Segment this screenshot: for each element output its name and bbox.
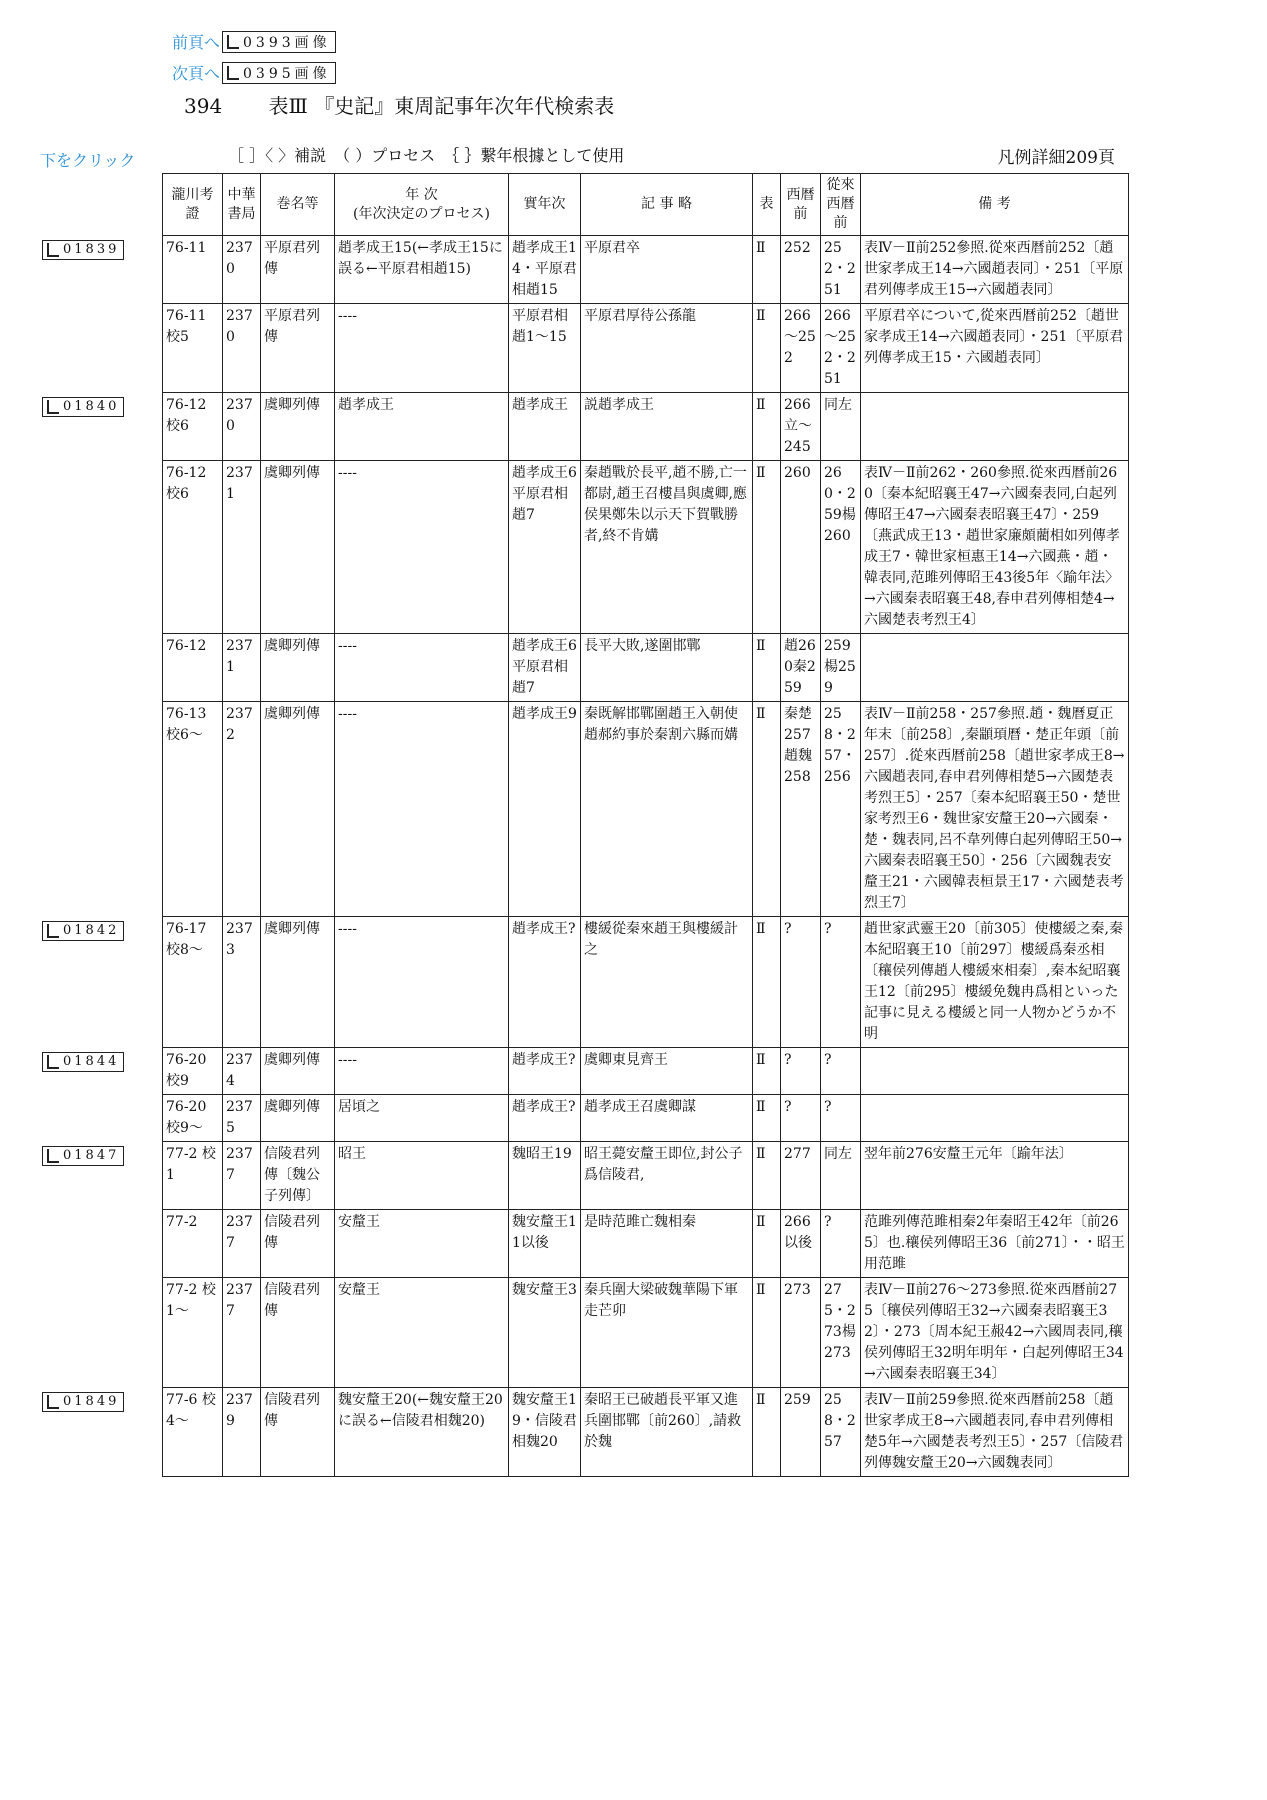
bracket-icon — [227, 66, 239, 80]
cell-chuka: 2370 — [223, 304, 261, 393]
cell-volume: 平原君列傳 — [261, 304, 335, 393]
cell-year: 趙孝成王15(←孝成王15に誤る←平原君相趙15) — [335, 236, 509, 304]
cell-table: Ⅱ — [753, 917, 781, 1048]
cell-volume: 虞卿列傳 — [261, 702, 335, 917]
col-header-volume: 巻名等 — [261, 174, 335, 236]
cell-summary: 趙孝成王召虞卿謀 — [581, 1095, 753, 1142]
record-image-button[interactable] — [42, 397, 124, 417]
cell-chuka: 2371 — [223, 634, 261, 702]
record-image-button-label: 01842 — [63, 923, 120, 938]
cell-year: ---- — [335, 634, 509, 702]
bracket-icon — [47, 1055, 59, 1069]
cell-table: Ⅱ — [753, 1142, 781, 1210]
cell-conventional-bc: ? — [821, 1210, 861, 1278]
cell-summary: 秦趙戰於長平,趙不勝,亡一都尉,趙王召樓昌與虞卿,應侯果鄭朱以示天下賀戰勝者,終不肯媾 — [581, 461, 753, 634]
legend: ［ ］〈 〉補説 （ ）プロセス ｛ ｝繋年根據として使用 — [228, 146, 625, 165]
cell-conventional-bc: 259楊259 — [821, 634, 861, 702]
cell-real-year: 魏安釐王11以後 — [509, 1210, 581, 1278]
cell-remarks: 表Ⅳ－Ⅱ前252參照.從來西暦前252〔趙世家孝成王14→六國趙表同〕・251〔平原君列傳孝成王15→六國趙表同〕 — [861, 236, 1129, 304]
col-header-conventional-bc: 從來西暦前 — [821, 174, 861, 236]
cell-bc: 秦楚257趙魏258 — [781, 702, 821, 917]
cell-remarks — [861, 1048, 1129, 1095]
cell-real-year: 趙孝成王9 — [509, 702, 581, 917]
record-image-button[interactable] — [42, 1146, 124, 1166]
cell-table: Ⅱ — [753, 1210, 781, 1278]
cell-remarks — [861, 393, 1129, 461]
cell-conventional-bc: 同左 — [821, 393, 861, 461]
cell-bc: 260 — [781, 461, 821, 634]
cell-table: Ⅱ — [753, 634, 781, 702]
cell-table: Ⅱ — [753, 702, 781, 917]
cell-table: Ⅱ — [753, 1048, 781, 1095]
cell-chuka: 2372 — [223, 702, 261, 917]
cell-table: Ⅱ — [753, 393, 781, 461]
cell-year: 昭王 — [335, 1142, 509, 1210]
record-image-button-label: 01849 — [63, 1394, 120, 1409]
prev-page-nav — [172, 30, 336, 53]
cell-summary: 長平大敗,遂圍邯鄲 — [581, 634, 753, 702]
cell-takigawa: 76-11 校5 — [163, 304, 223, 393]
record-image-button-label: 01839 — [63, 242, 120, 257]
col-header-chuka: 中華書局 — [223, 174, 261, 236]
cell-remarks: 表Ⅳ－Ⅱ前276～273參照.從來西暦前275〔穰侯列傳昭王32→六國秦表昭襄王32〕・273〔周本紀王赧42→六國周表同,穰侯列傳昭王32明年明年・白起列傳昭王34→六國秦表昭襄王34〕 — [861, 1278, 1129, 1388]
cell-volume: 虞卿列傳 — [261, 1048, 335, 1095]
cell-volume: 信陵君列傳 — [261, 1278, 335, 1388]
cell-conventional-bc: 266～252・251 — [821, 304, 861, 393]
cell-summary: 是時范雎亡魏相秦 — [581, 1210, 753, 1278]
table-row — [163, 1095, 1129, 1142]
cell-conventional-bc: ? — [821, 1048, 861, 1095]
record-image-button[interactable] — [42, 921, 124, 941]
cell-remarks: 表Ⅳ－Ⅱ前262・260參照.從來西暦前260〔秦本紀昭襄王47→六國秦表同,白起列傳昭王47→六國秦表昭襄王47〕・259〔燕武成王13・趙世家廉頗藺相如列傳孝成王7・韓世家桓惠王14→六國燕・趙・韓表同,范雎列傳昭王43後5年〈踰年法〉→六國秦表昭襄王48,春申君列傳相楚4→六國楚表考烈王4〕 — [861, 461, 1129, 634]
chronology-table — [162, 173, 1129, 1477]
col-header-bc: 西暦前 — [781, 174, 821, 236]
cell-year: ---- — [335, 461, 509, 634]
cell-summary: 説趙孝成王 — [581, 393, 753, 461]
cell-bc: ? — [781, 917, 821, 1048]
record-image-button-label: 01844 — [63, 1054, 120, 1069]
cell-takigawa: 76-13 校6～ — [163, 702, 223, 917]
bracket-icon — [47, 1395, 59, 1409]
cell-volume: 信陵君列傳〔魏公子列傳〕 — [261, 1142, 335, 1210]
cell-chuka: 2379 — [223, 1388, 261, 1477]
cell-year: 安釐王 — [335, 1210, 509, 1278]
col-header-real-year: 實年次 — [509, 174, 581, 236]
cell-volume: 平原君列傳 — [261, 236, 335, 304]
cell-year: 安釐王 — [335, 1278, 509, 1388]
cell-chuka: 2371 — [223, 461, 261, 634]
cell-conventional-bc: 260・259楊260 — [821, 461, 861, 634]
cell-bc: ? — [781, 1048, 821, 1095]
table-row — [163, 461, 1129, 634]
cell-chuka: 2374 — [223, 1048, 261, 1095]
cell-bc: 277 — [781, 1142, 821, 1210]
cell-volume: 信陵君列傳 — [261, 1210, 335, 1278]
cell-summary: 昭王薨安釐王即位,封公子爲信陵君, — [581, 1142, 753, 1210]
cell-takigawa: 76-17 校8～ — [163, 917, 223, 1048]
bracket-icon — [47, 1149, 59, 1163]
cell-real-year: 趙孝成王6平原君相趙7 — [509, 461, 581, 634]
table-row — [163, 393, 1129, 461]
table-row — [163, 702, 1129, 917]
table-row — [163, 1048, 1129, 1095]
cell-bc: 252 — [781, 236, 821, 304]
cell-bc: 259 — [781, 1388, 821, 1477]
cell-summary: 秦既解邯鄲圍趙王入朝使趙郝約事於秦割六縣而媾 — [581, 702, 753, 917]
cell-volume: 信陵君列傳 — [261, 1388, 335, 1477]
cell-year: ---- — [335, 702, 509, 917]
record-image-button[interactable] — [42, 1052, 124, 1072]
cell-year: ---- — [335, 917, 509, 1048]
table-body — [163, 236, 1129, 1477]
cell-volume: 虞卿列傳 — [261, 1095, 335, 1142]
prev-page-button-label: 0393画像 — [243, 34, 331, 51]
cell-conventional-bc: 同左 — [821, 1142, 861, 1210]
page-header — [184, 90, 614, 119]
cell-bc: 266～252 — [781, 304, 821, 393]
page-title: 表Ⅲ 『史記』東周記事年次年代検索表 — [268, 94, 615, 118]
cell-real-year: 趙孝成王? — [509, 1048, 581, 1095]
cell-summary: 秦兵圍大梁破魏華陽下軍走芒卯 — [581, 1278, 753, 1388]
cell-table: Ⅱ — [753, 461, 781, 634]
cell-takigawa: 76-12 — [163, 634, 223, 702]
cell-remarks: 翌年前276安釐王元年〔踰年法〕 — [861, 1142, 1129, 1210]
cell-takigawa: 76-20 校9 — [163, 1048, 223, 1095]
table-row — [163, 304, 1129, 393]
cell-conventional-bc: ? — [821, 1095, 861, 1142]
cell-remarks: 范雎列傳范雎相秦2年秦昭王42年〔前265〕也.穰侯列傳昭王36〔前271〕・・昭王用范雎 — [861, 1210, 1129, 1278]
table-header-row — [163, 174, 1129, 236]
cell-chuka: 2370 — [223, 393, 261, 461]
table-row — [163, 1210, 1129, 1278]
table-row — [163, 236, 1129, 304]
cell-year: ---- — [335, 1048, 509, 1095]
cell-year: ---- — [335, 304, 509, 393]
cell-volume: 虞卿列傳 — [261, 393, 335, 461]
cell-year: 趙孝成王 — [335, 393, 509, 461]
page-number: 394 — [184, 94, 223, 118]
cell-takigawa: 76-11 — [163, 236, 223, 304]
cell-remarks: 表Ⅳ－Ⅱ前258・257參照.趙・魏曆夏正年末〔前258〕,秦顓頊曆・楚正年頭〔前257〕.從來西暦前258〔趙世家孝成王8→六國趙表同,春申君列傳相楚5→六國楚表考烈王5〕・257〔秦本紀昭襄王50・楚世家考烈王6・魏世家安釐王20→六國秦・楚・魏表同,呂不韋列傳白起列傳昭王50→六國秦表昭襄王50〕・256〔六國魏表安釐王21・六國韓表桓景王17・六國楚表考烈王7〕 — [861, 702, 1129, 917]
cell-real-year: 魏安釐王3 — [509, 1278, 581, 1388]
cell-chuka: 2373 — [223, 917, 261, 1048]
cell-year: 魏安釐王20(←魏安釐王20に誤る←信陵君相魏20) — [335, 1388, 509, 1477]
bracket-icon — [47, 243, 59, 257]
cell-takigawa: 77-2 校1 — [163, 1142, 223, 1210]
next-page-label: 次頁へ — [172, 64, 221, 83]
cell-conventional-bc: 252・251 — [821, 236, 861, 304]
table-row — [163, 634, 1129, 702]
cell-remarks: 平原君卒について,從來西暦前252〔趙世家孝成王14→六國趙表同〕・251〔平原君列傳孝成王15・六國趙表同〕 — [861, 304, 1129, 393]
next-page-nav — [172, 61, 336, 84]
cell-bc: 266立～245 — [781, 393, 821, 461]
cell-real-year: 魏安釐王19・信陵君相魏20 — [509, 1388, 581, 1477]
cell-real-year: 趙孝成王 — [509, 393, 581, 461]
cell-takigawa: 76-20 校9～ — [163, 1095, 223, 1142]
table-row — [163, 1278, 1129, 1388]
cell-remarks — [861, 1095, 1129, 1142]
cell-table: Ⅱ — [753, 1388, 781, 1477]
cell-summary: 平原君卒 — [581, 236, 753, 304]
prev-page-label: 前頁へ — [172, 33, 221, 52]
cell-chuka: 2377 — [223, 1278, 261, 1388]
cell-real-year: 趙孝成王? — [509, 917, 581, 1048]
cell-table: Ⅱ — [753, 1095, 781, 1142]
col-header-remarks: 備 考 — [861, 174, 1129, 236]
record-image-button[interactable] — [42, 240, 124, 260]
cell-real-year: 趙孝成王? — [509, 1095, 581, 1142]
bracket-icon — [47, 924, 59, 938]
cell-conventional-bc: ? — [821, 917, 861, 1048]
record-image-button[interactable] — [42, 1392, 124, 1412]
col-header-year: 年 次 (年次決定のプロセス) — [335, 174, 509, 236]
cell-summary: 虞卿東見齊王 — [581, 1048, 753, 1095]
table-row — [163, 917, 1129, 1048]
bracket-icon — [47, 400, 59, 414]
record-image-button-label: 01847 — [63, 1148, 120, 1163]
cell-chuka: 2377 — [223, 1142, 261, 1210]
cell-remarks — [861, 634, 1129, 702]
cell-takigawa: 77-2 校1～ — [163, 1278, 223, 1388]
bracket-icon — [227, 35, 239, 49]
cell-bc: ? — [781, 1095, 821, 1142]
next-page-button[interactable] — [222, 62, 336, 84]
record-image-button-label: 01840 — [63, 399, 120, 414]
cell-real-year: 趙孝成王14・平原君相趙15 — [509, 236, 581, 304]
cell-real-year: 魏昭王19 — [509, 1142, 581, 1210]
next-page-button-label: 0395画像 — [243, 65, 331, 82]
cell-bc: 266以後 — [781, 1210, 821, 1278]
cell-remarks: 趙世家武靈王20〔前305〕使樓緩之秦,秦本紀昭襄王10〔前297〕樓緩爲秦丞相〔穰侯列傳趙人樓緩來相秦〕,秦本紀昭襄王12〔前295〕樓緩免魏冉爲相といった記事に見える樓緩と同一人物かどうか不明 — [861, 917, 1129, 1048]
cell-takigawa: 77-6 校4～ — [163, 1388, 223, 1477]
cell-bc: 趙260秦259 — [781, 634, 821, 702]
cell-volume: 虞卿列傳 — [261, 917, 335, 1048]
table-row — [163, 1388, 1129, 1477]
cell-remarks: 表Ⅳ－Ⅱ前259參照.從來西暦前258〔趙世家孝成王8→六國趙表同,春申君列傳相楚5年→六國楚表考烈王5〕・257〔信陵君列傳魏安釐王20→六國魏表同〕 — [861, 1388, 1129, 1477]
cell-volume: 虞卿列傳 — [261, 634, 335, 702]
cell-summary: 樓緩從秦來趙王與樓緩計之 — [581, 917, 753, 1048]
table-row — [163, 1142, 1129, 1210]
col-header-table: 表 — [753, 174, 781, 236]
cell-summary: 秦昭王已破趙長平軍又進兵圍邯鄲〔前260〕,請救於魏 — [581, 1388, 753, 1477]
prev-page-button[interactable] — [222, 31, 336, 53]
cell-real-year: 平原君相趙1～15 — [509, 304, 581, 393]
cell-year: 居頃之 — [335, 1095, 509, 1142]
cell-conventional-bc: 275・273楊273 — [821, 1278, 861, 1388]
cell-takigawa: 77-2 — [163, 1210, 223, 1278]
cell-chuka: 2375 — [223, 1095, 261, 1142]
cell-chuka: 2377 — [223, 1210, 261, 1278]
click-hint: 下をクリック — [40, 151, 136, 170]
col-header-summary: 記 事 略 — [581, 174, 753, 236]
cell-chuka: 2370 — [223, 236, 261, 304]
cell-takigawa: 76-12 校6 — [163, 461, 223, 634]
cell-table: Ⅱ — [753, 1278, 781, 1388]
col-header-takigawa: 瀧川考證 — [163, 174, 223, 236]
cell-table: Ⅱ — [753, 236, 781, 304]
cell-summary: 平原君厚待公孫龍 — [581, 304, 753, 393]
cell-volume: 虞卿列傳 — [261, 461, 335, 634]
cell-real-year: 趙孝成王6平原君相趙7 — [509, 634, 581, 702]
cell-conventional-bc: 258・257・256 — [821, 702, 861, 917]
cell-takigawa: 76-12 校6 — [163, 393, 223, 461]
cell-table: Ⅱ — [753, 304, 781, 393]
example-reference: 凡例詳細209頁 — [997, 148, 1115, 168]
cell-conventional-bc: 258・257 — [821, 1388, 861, 1477]
cell-bc: 273 — [781, 1278, 821, 1388]
